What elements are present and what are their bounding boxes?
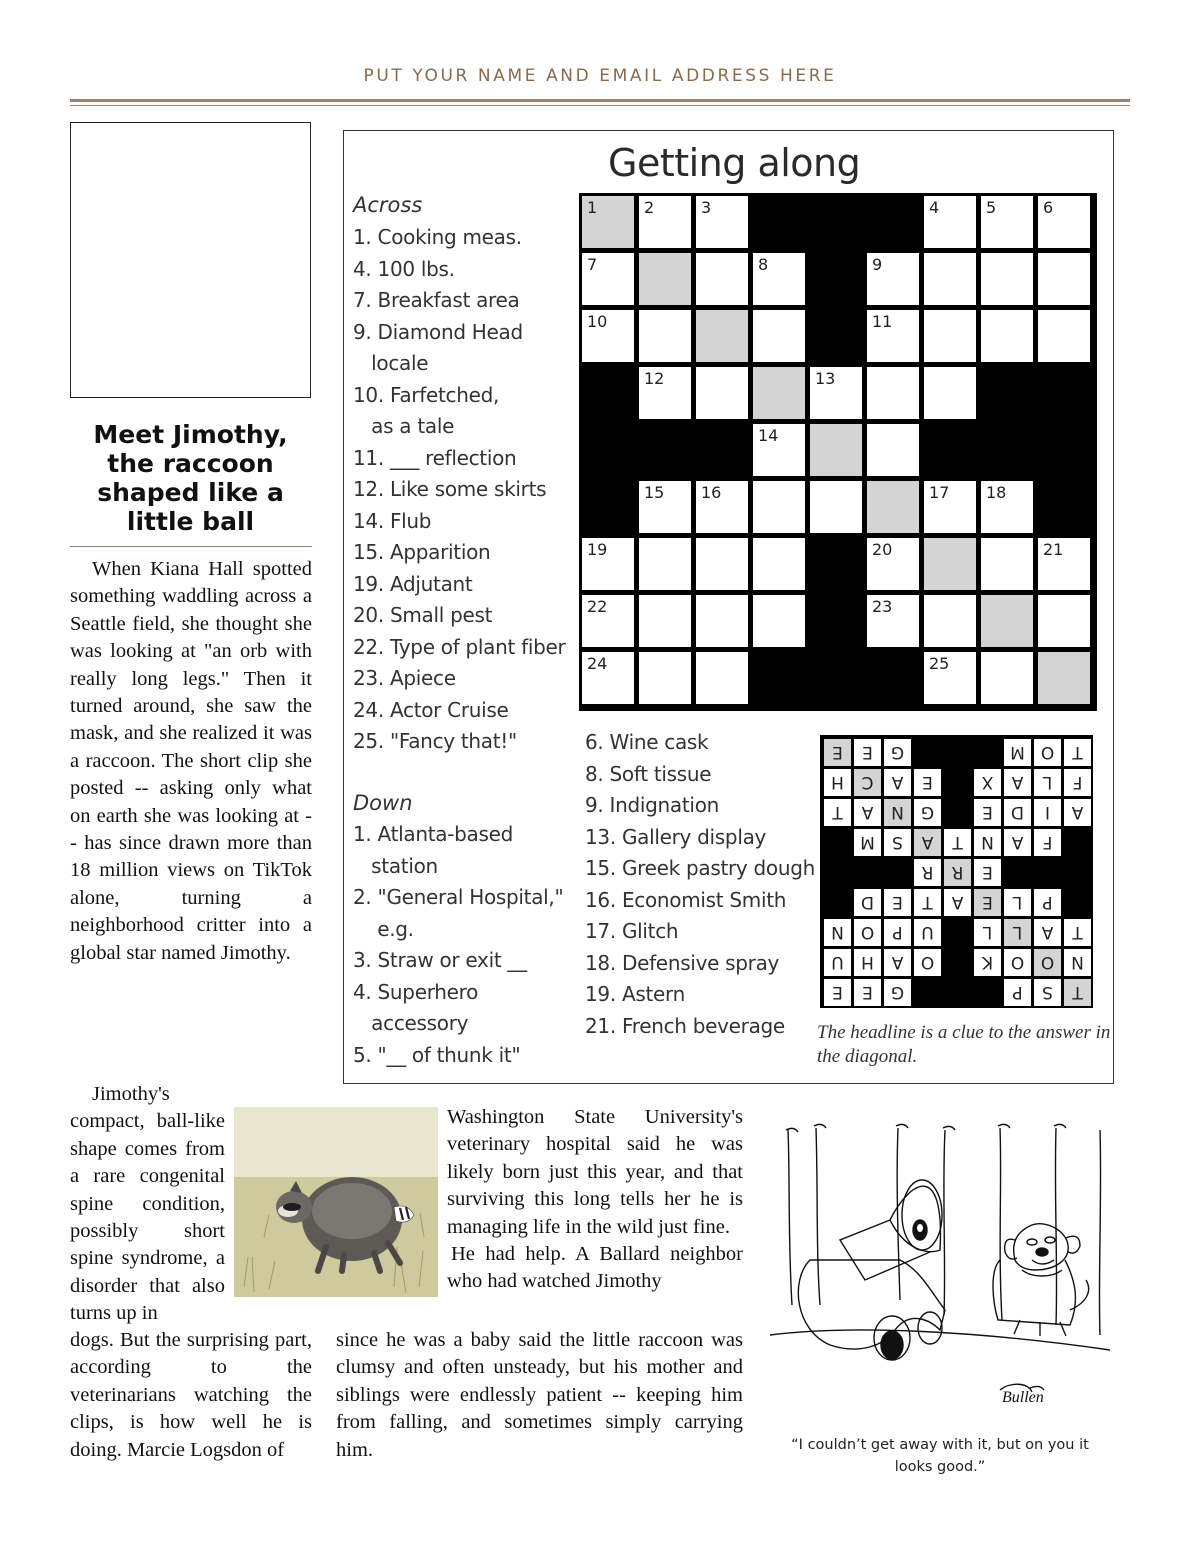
grid-cell[interactable] bbox=[981, 481, 1033, 533]
grid-cell[interactable] bbox=[924, 253, 976, 305]
grid-cell[interactable] bbox=[924, 481, 976, 533]
answer-cell: F bbox=[1064, 769, 1091, 796]
answer-cell: A bbox=[884, 949, 911, 976]
answer-cell: O bbox=[1034, 739, 1061, 766]
story-column-1-wrap bbox=[70, 1081, 225, 1328]
clue-line: station bbox=[353, 853, 438, 878]
answer-cell: E bbox=[854, 979, 881, 1006]
grid-cell[interactable] bbox=[639, 196, 691, 248]
clue-number: 21 bbox=[1043, 540, 1064, 559]
clue-number: 12 bbox=[644, 369, 665, 388]
answer-cell: R bbox=[914, 859, 941, 886]
grid-cell[interactable] bbox=[924, 595, 976, 647]
grid-cell[interactable] bbox=[867, 253, 919, 305]
answer-cell: P bbox=[1034, 889, 1061, 916]
grid-cell[interactable] bbox=[639, 652, 691, 704]
clue-number: 14 bbox=[758, 426, 779, 445]
answer-cell: N bbox=[824, 919, 851, 946]
answer-cell: L bbox=[1034, 769, 1061, 796]
answer-cell: H bbox=[824, 769, 851, 796]
clue-line: 20. Small pest bbox=[353, 603, 493, 627]
clue-line: 8. Soft tissue bbox=[585, 761, 712, 786]
clue-line: 4. 100 lbs. bbox=[353, 256, 455, 281]
page-header: PUT YOUR NAME AND EMAIL ADDRESS HERE bbox=[363, 66, 837, 86]
down-heading: Down bbox=[353, 791, 413, 815]
grid-cell[interactable] bbox=[639, 538, 691, 590]
clue-number: 17 bbox=[929, 483, 950, 502]
clue-line: 3. Straw or exit __ bbox=[353, 948, 527, 972]
grid-cell[interactable] bbox=[696, 310, 748, 362]
clue-line: 13. Gallery display bbox=[585, 824, 767, 849]
grid-cell[interactable] bbox=[639, 253, 691, 305]
clue-number: 9 bbox=[872, 255, 883, 274]
answer-cell: O bbox=[854, 919, 881, 946]
clue-number: 24 bbox=[587, 654, 608, 673]
clue-line: 11. ___ reflection bbox=[353, 445, 517, 470]
answer-cell: A bbox=[1004, 829, 1031, 856]
story-paragraph-2-end: Washington State University's veterinary hospital said he was likely born just this year, and that surviving this long tells her he is managing life in the wild just fine. bbox=[447, 1106, 743, 1238]
clue-number: 10 bbox=[587, 312, 608, 331]
grid-cell[interactable] bbox=[810, 367, 862, 419]
answer-cell: O bbox=[1034, 949, 1061, 976]
clue-line: 18. Defensive spray bbox=[585, 950, 780, 975]
grid-cell[interactable] bbox=[639, 481, 691, 533]
clue-number: 6 bbox=[1043, 198, 1054, 217]
clue-line: 23. Apiece bbox=[353, 666, 456, 690]
story-column-1-top bbox=[70, 556, 312, 967]
clue-line: 24. Actor Cruise bbox=[353, 697, 509, 722]
story-paragraph-3-start: He had help. A Ballard neighbor who had watched Jimothy bbox=[447, 1243, 743, 1293]
clue-line: 14. Flub bbox=[353, 508, 432, 533]
down-clues-column-1 bbox=[353, 819, 563, 1071]
clue-line: 25. "Fancy that!" bbox=[353, 729, 517, 753]
clue-line: locale bbox=[353, 351, 429, 375]
grid-cell[interactable] bbox=[867, 424, 919, 476]
clue-line: 19. Adjutant bbox=[353, 571, 473, 596]
clue-number: 19 bbox=[587, 540, 608, 559]
grid-cell[interactable] bbox=[696, 367, 748, 419]
clue-line: 22. Type of plant fiber bbox=[353, 634, 566, 659]
across-heading: Across bbox=[353, 193, 423, 217]
grid-cell[interactable] bbox=[582, 253, 634, 305]
grid-cell[interactable] bbox=[639, 595, 691, 647]
clue-number: 11 bbox=[872, 312, 893, 331]
clue-line: 4. Superhero bbox=[353, 979, 479, 1004]
answer-cell: M bbox=[1004, 739, 1031, 766]
clue-line: 10. Farfetched, bbox=[353, 382, 500, 407]
grid-cell[interactable] bbox=[753, 367, 805, 419]
grid-cell[interactable] bbox=[639, 367, 691, 419]
answer-cell: N bbox=[1064, 949, 1091, 976]
grid-cell[interactable] bbox=[696, 196, 748, 248]
cartoonist-signature: Bullen bbox=[1002, 1389, 1044, 1406]
answer-cell: E bbox=[974, 889, 1001, 916]
grid-cell[interactable] bbox=[753, 481, 805, 533]
answer-cell: A bbox=[854, 799, 881, 826]
headline-rule bbox=[70, 546, 312, 547]
answer-cell: T bbox=[914, 889, 941, 916]
grid-cell[interactable] bbox=[867, 538, 919, 590]
clue-line: 21. French beverage bbox=[585, 1013, 785, 1038]
clue-number: 4 bbox=[929, 198, 940, 217]
answer-cell: T bbox=[1064, 919, 1091, 946]
clue-number: 18 bbox=[986, 483, 1007, 502]
answer-cell: E bbox=[854, 739, 881, 766]
answer-cell: M bbox=[854, 829, 881, 856]
header-rule-thin bbox=[70, 105, 1130, 106]
clue-line: 16. Economist Smith bbox=[585, 887, 787, 912]
grid-cell[interactable] bbox=[810, 481, 862, 533]
clue-line: 2. "General Hospital," bbox=[353, 885, 564, 909]
answer-cell: N bbox=[974, 829, 1001, 856]
clue-number: 23 bbox=[872, 597, 893, 616]
answer-cell: S bbox=[884, 829, 911, 856]
story-paragraph-1: When Kiana Hall spotted something waddling across a Seattle field, she thought she was looking at "an orb with really long legs." Then it turned around, she saw the mask, and she realized it was a raccoon. The short clip she posted -- asking only what on earth she was looking at -- has since drawn more than 18 million views on TikTok alone, turning a neighborhood critter into a global star named Jimothy. bbox=[70, 558, 312, 964]
answer-cell: E bbox=[974, 799, 1001, 826]
answer-cell: N bbox=[884, 799, 911, 826]
clue-number: 5 bbox=[986, 198, 997, 217]
answer-cell: P bbox=[1004, 979, 1031, 1006]
clue-line: accessory bbox=[353, 1011, 469, 1035]
grid-cell[interactable] bbox=[753, 424, 805, 476]
answer-cell: A bbox=[1004, 769, 1031, 796]
clue-line: 9. Diamond Head bbox=[353, 319, 523, 344]
answer-cell: G bbox=[884, 739, 911, 766]
grid-cell[interactable] bbox=[867, 310, 919, 362]
answer-cell: A bbox=[1034, 919, 1061, 946]
answer-cell: O bbox=[914, 949, 941, 976]
grid-cell[interactable] bbox=[981, 538, 1033, 590]
answer-cell: E bbox=[914, 769, 941, 796]
answer-cell: G bbox=[884, 979, 911, 1006]
grid-cell[interactable] bbox=[981, 652, 1033, 704]
answer-cell: E bbox=[824, 739, 851, 766]
grid-cell[interactable] bbox=[582, 196, 634, 248]
grid-cell[interactable] bbox=[867, 367, 919, 419]
answer-cell: R bbox=[944, 859, 971, 886]
cartoon-caption: “I couldn’t get away with it, but on you it looks good.” bbox=[791, 1437, 1089, 1475]
answer-cell: L bbox=[974, 919, 1001, 946]
grid-cell[interactable] bbox=[582, 310, 634, 362]
clue-number: 2 bbox=[644, 198, 655, 217]
answer-cell: G bbox=[914, 799, 941, 826]
grid-cell[interactable] bbox=[810, 424, 862, 476]
clue-number: 15 bbox=[644, 483, 665, 502]
clue-number: 22 bbox=[587, 597, 608, 616]
clue-line: 12. Like some skirts bbox=[353, 477, 547, 501]
clue-line: 9. Indignation bbox=[585, 793, 720, 817]
clue-line: 17. Glitch bbox=[585, 919, 679, 943]
raccoon-illustration bbox=[234, 1107, 438, 1297]
answer-cell: A bbox=[1064, 799, 1091, 826]
clue-line: 15. Greek pastry dough bbox=[585, 856, 816, 880]
grid-cell[interactable] bbox=[924, 652, 976, 704]
clue-number: 13 bbox=[815, 369, 836, 388]
answer-cell: E bbox=[824, 979, 851, 1006]
answer-cell: A bbox=[914, 829, 941, 856]
puzzle-title: Getting along bbox=[608, 141, 861, 185]
clue-number: 8 bbox=[758, 255, 769, 274]
clue-line: e.g. bbox=[353, 916, 414, 941]
clue-line: 6. Wine cask bbox=[585, 730, 709, 754]
answer-cell: K bbox=[974, 949, 1001, 976]
grid-cell[interactable] bbox=[753, 310, 805, 362]
answer-cell: E bbox=[884, 889, 911, 916]
answer-cell: I bbox=[1034, 799, 1061, 826]
answer-cell: L bbox=[1004, 889, 1031, 916]
grid-cell[interactable] bbox=[696, 652, 748, 704]
answer-cell: D bbox=[854, 889, 881, 916]
answer-cell: T bbox=[824, 799, 851, 826]
clue-line: 5. "__ of thunk it" bbox=[353, 1042, 521, 1067]
grid-cell[interactable] bbox=[753, 595, 805, 647]
answer-cell: F bbox=[1034, 829, 1061, 856]
story-column-1-bottom bbox=[70, 1327, 312, 1464]
answer-cell: H bbox=[854, 949, 881, 976]
clue-line: 1. Cooking meas. bbox=[353, 225, 522, 249]
grid-cell[interactable] bbox=[1038, 253, 1090, 305]
answer-cell: T bbox=[944, 829, 971, 856]
header-rule-thick bbox=[70, 99, 1130, 102]
across-clues bbox=[353, 222, 565, 758]
grid-cell[interactable] bbox=[924, 196, 976, 248]
answer-cell: T bbox=[1064, 739, 1091, 766]
answer-grid bbox=[820, 735, 1093, 1008]
answer-cell: O bbox=[1004, 949, 1031, 976]
story-paragraph-3-cont: since he was a baby said the little raccoon was clumsy and often unsteady, but his mother and siblings were endlessly patient -- keeping him from falling, and sometimes simply carrying him. bbox=[336, 1329, 743, 1461]
clue-number: 3 bbox=[701, 198, 712, 217]
grid-cell[interactable] bbox=[867, 595, 919, 647]
grid-cell[interactable] bbox=[867, 481, 919, 533]
crossword-grid bbox=[579, 193, 1097, 711]
grid-cell[interactable] bbox=[582, 538, 634, 590]
grid-cell[interactable] bbox=[582, 595, 634, 647]
clue-line: 19. Astern bbox=[585, 982, 685, 1006]
clue-number: 25 bbox=[929, 654, 950, 673]
clue-number: 16 bbox=[701, 483, 722, 502]
grid-cell[interactable] bbox=[1038, 595, 1090, 647]
clue-number: 7 bbox=[587, 255, 598, 274]
grid-cell[interactable] bbox=[924, 367, 976, 419]
story-paragraph-2-cont: dogs. But the surprising part, according to the veterinarians watching the clips, is how well he is doing. Marcie Logsdon of bbox=[70, 1329, 312, 1461]
down-clues-column-2 bbox=[585, 727, 815, 1042]
grid-cell[interactable] bbox=[924, 538, 976, 590]
grid-cell[interactable] bbox=[1038, 196, 1090, 248]
grid-cell[interactable] bbox=[1038, 652, 1090, 704]
clue-number: 20 bbox=[872, 540, 893, 559]
clue-line: as a tale bbox=[353, 414, 455, 438]
answer-key-upside-down bbox=[820, 735, 1093, 1008]
answer-cell: U bbox=[914, 919, 941, 946]
story-column-2-bottom bbox=[336, 1327, 743, 1464]
answer-cell: A bbox=[944, 889, 971, 916]
answer-cell: D bbox=[1004, 799, 1031, 826]
grid-cell[interactable] bbox=[696, 481, 748, 533]
answer-cell: A bbox=[884, 769, 911, 796]
grid-cell[interactable] bbox=[924, 310, 976, 362]
clue-line: 1. Atlanta-based bbox=[353, 822, 513, 846]
answer-cell: T bbox=[1064, 979, 1091, 1006]
answer-cell: L bbox=[1004, 919, 1031, 946]
puzzle-note: The headline is a clue to the answer in the diagonal. bbox=[817, 1022, 1111, 1067]
story-paragraph-2-start: Jimothy's compact, ball-like shape comes from a rare congenital spine condition, possibly short spine syndrome, a disorder that also turns up in bbox=[70, 1083, 225, 1325]
clue-line: 7. Breakfast area bbox=[353, 288, 520, 312]
answer-cell: X bbox=[974, 769, 1001, 796]
grid-cell[interactable] bbox=[696, 538, 748, 590]
answer-cell: P bbox=[884, 919, 911, 946]
story-headline: Meet Jimothy, the raccoon shaped like a little ball bbox=[93, 420, 288, 536]
grid-cell[interactable] bbox=[753, 538, 805, 590]
grid-cell[interactable] bbox=[1038, 310, 1090, 362]
answer-cell: S bbox=[1034, 979, 1061, 1006]
grid-cell[interactable] bbox=[639, 310, 691, 362]
grid-cell[interactable] bbox=[582, 652, 634, 704]
grid-cell[interactable] bbox=[696, 595, 748, 647]
grid-cell[interactable] bbox=[1038, 538, 1090, 590]
crossword-puzzle bbox=[343, 130, 1114, 1084]
answer-cell: U bbox=[824, 949, 851, 976]
grid-cell[interactable] bbox=[981, 310, 1033, 362]
grid-cell[interactable] bbox=[696, 253, 748, 305]
answer-cell: C bbox=[854, 769, 881, 796]
grid-cell[interactable] bbox=[753, 253, 805, 305]
clue-number: 1 bbox=[587, 198, 598, 217]
grid-cell[interactable] bbox=[981, 595, 1033, 647]
story-column-2-top bbox=[447, 1104, 743, 1296]
answer-cell: E bbox=[974, 859, 1001, 886]
clue-line: 15. Apparition bbox=[353, 540, 491, 564]
photo-placeholder-box bbox=[70, 122, 311, 398]
grid-cell[interactable] bbox=[981, 253, 1033, 305]
cartoon-illustration bbox=[770, 1120, 1110, 1410]
grid-cell[interactable] bbox=[981, 196, 1033, 248]
